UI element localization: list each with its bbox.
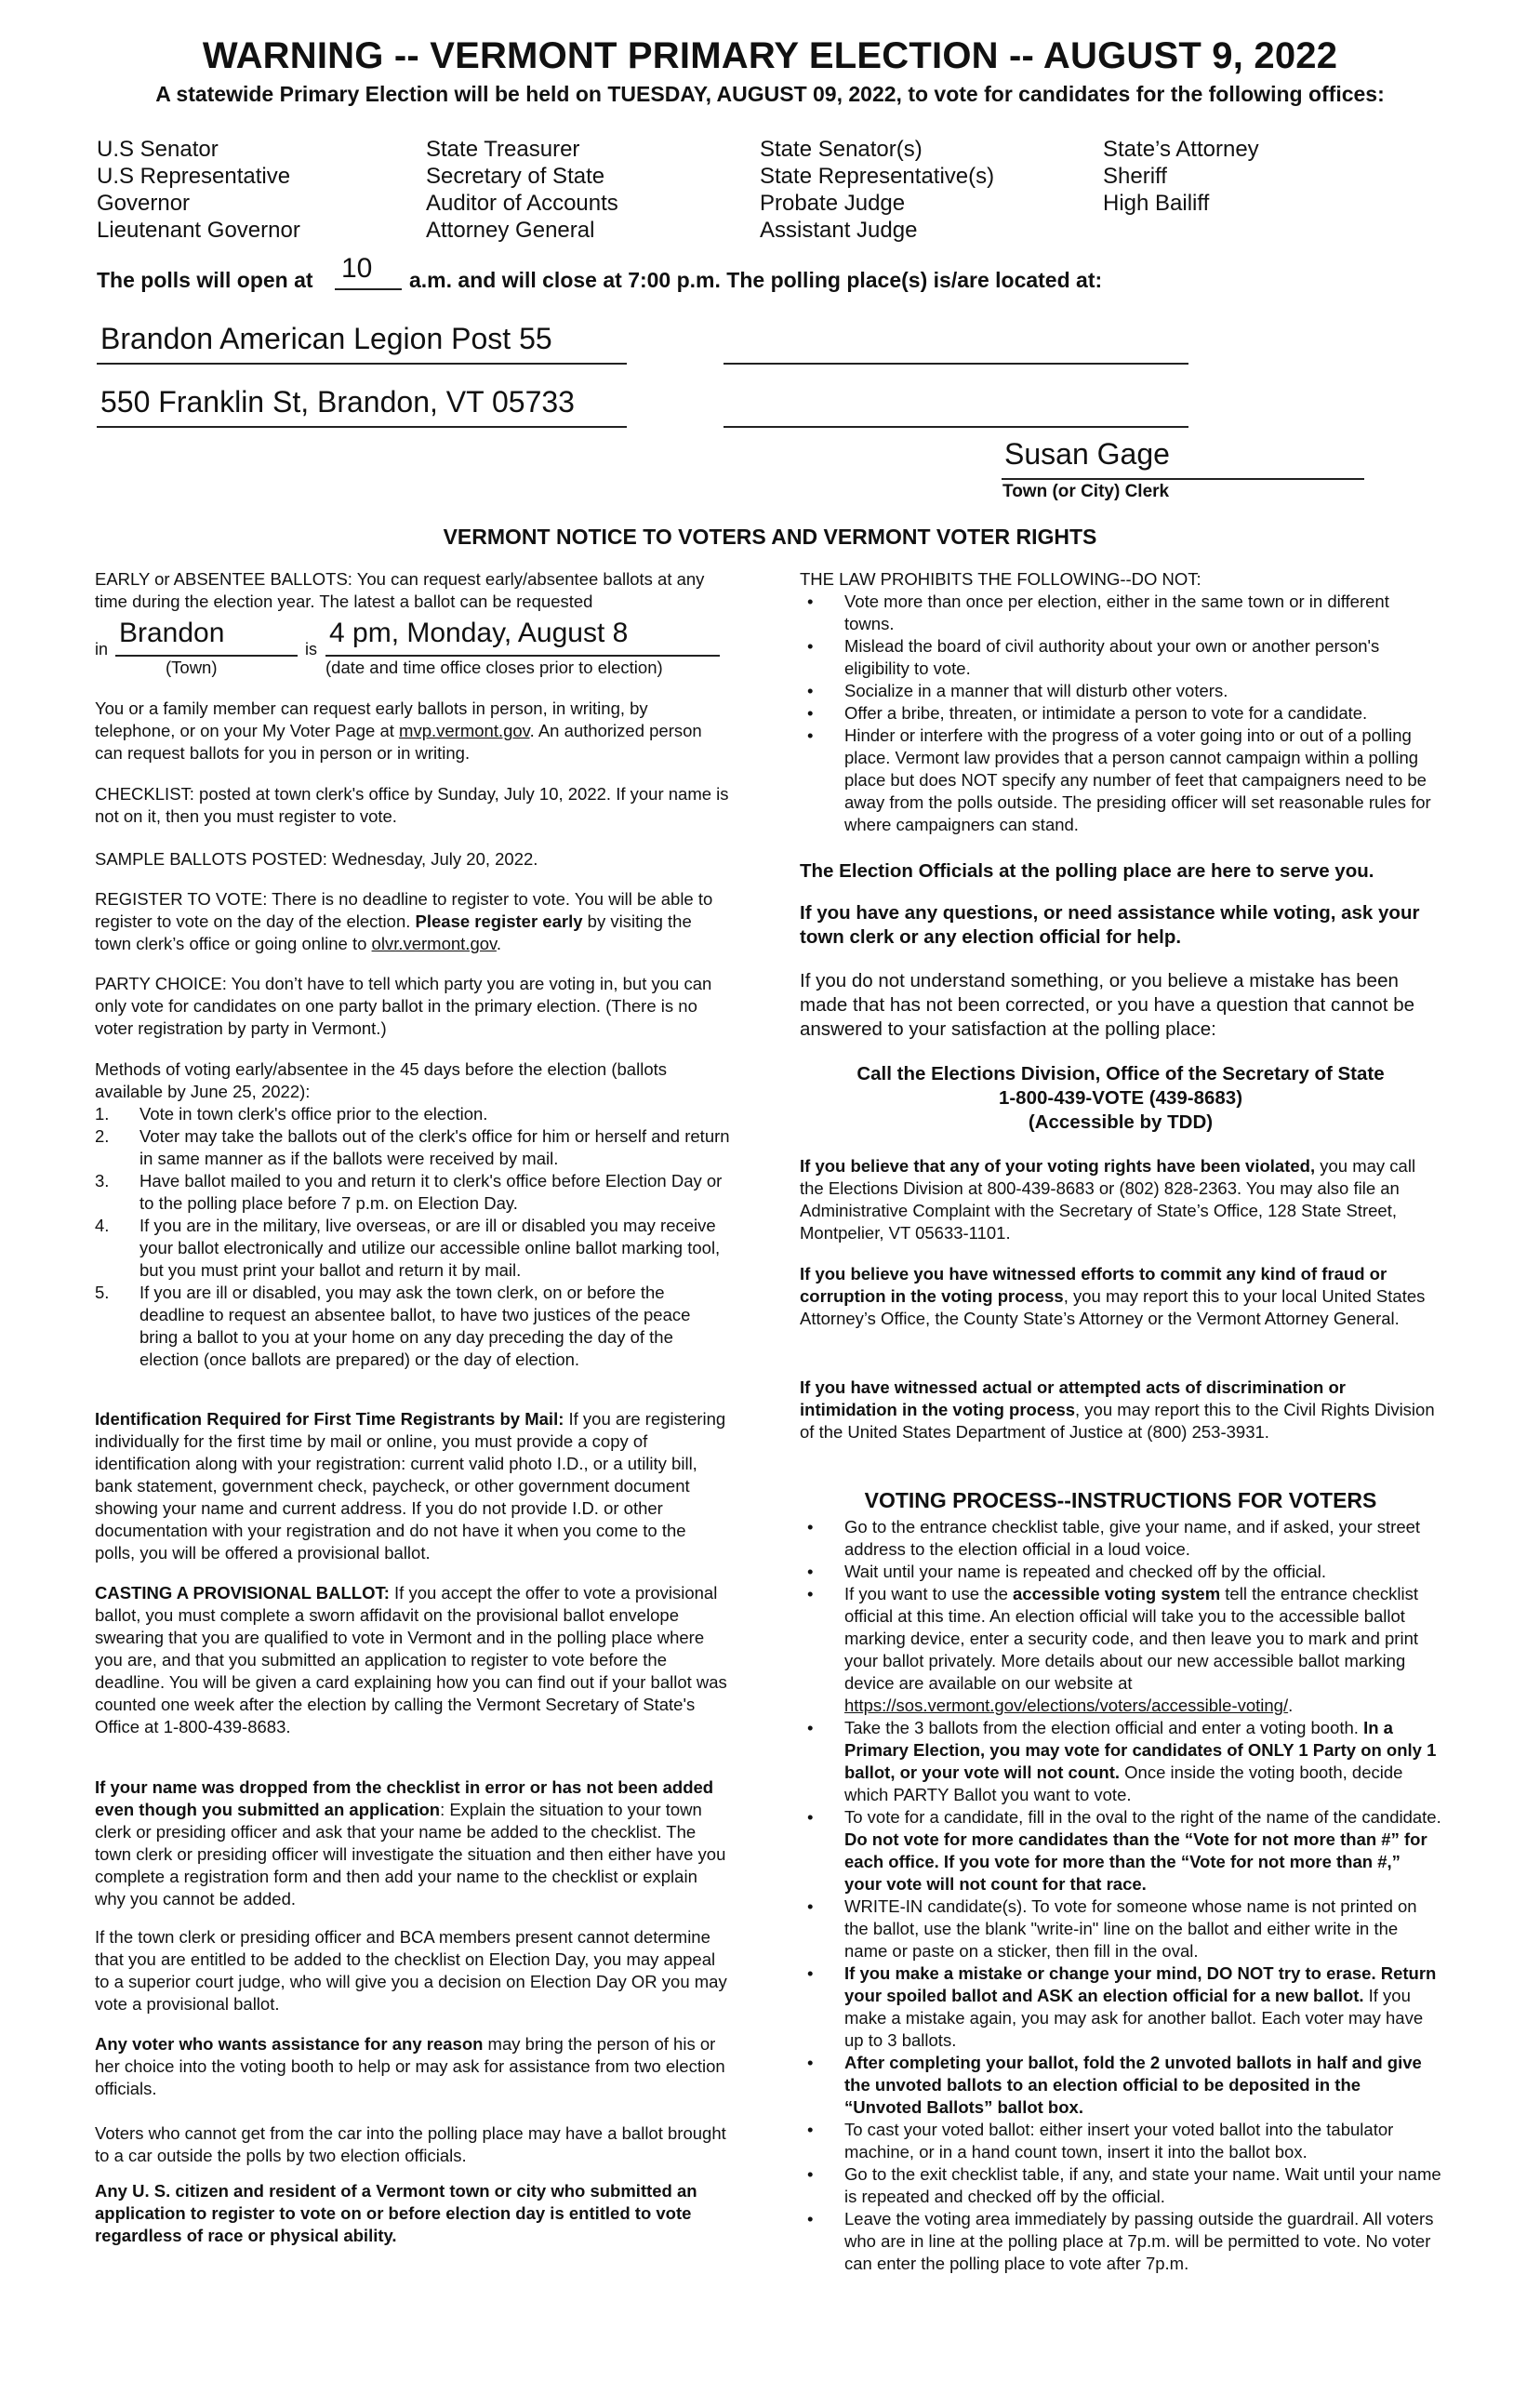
text-span: tell the entrance checklist official at this time. An election official will take you to the accessible ballot marking device, enter a security code, and then leave you to mark and print your ballot privately. More details about our new accessible ballot marking device are available on our website at [844,1584,1419,1693]
office-item: Governor [97,191,191,216]
provisional-ballot-paragraph [95,1582,730,1738]
list-number: 4. [95,1216,110,1235]
olvr-link[interactable]: olvr.vermont.gov [371,934,497,953]
text-span: If you want to use the [844,1584,1013,1603]
assistance-bold: Any voter who wants assistance for any reason [95,2034,484,2054]
contact-tdd: (Accessible by TDD) [1028,1111,1214,1133]
list-item [95,1282,730,1371]
list-item [95,1125,730,1170]
office-item: Lieutenant Governor [97,218,300,243]
office-item: State’s Attorney [1103,137,1259,162]
text-span: Once inside the voting booth, decide which PARTY Ballot you want to vote. [844,1762,1403,1804]
is-word: is [305,640,317,658]
list-text: Voter may take the ballots out of the clerk's office for him or herself and return in same manner as if the ballots were received by mail. [139,1126,730,1168]
list-item [800,1806,1441,1895]
office-item: State Treasurer [426,137,580,162]
list-number: 2. [95,1126,110,1146]
office-item: U.S Senator [97,137,219,162]
register-early-bold: Please register early [415,911,583,931]
office-item: Sheriff [1103,164,1167,189]
polls-open-post: a.m. and will close at 7:00 p.m. The polling place(s) is/are located at: [409,268,1103,292]
law-heading: THE LAW PROHIBITS THE FOLLOWING--DO NOT: [800,569,1201,589]
polling-place-address: 550 Franklin St, Brandon, VT 05733 [100,385,575,419]
unvoted-ballots-bold: After completing your ballot, fold the 2 unvoted ballots in half and give the unvoted ballots to an election official to be deposited in the “Unvoted Ballots” ballot box. [844,2053,1422,2117]
identification-bold: Identification Required for First Time Registrants by Mail: [95,1409,564,1429]
text-span: If you make a mistake again, you may ask for another ballot. Each voter may have up to 3 ballots. [844,1986,1424,2050]
office-column-4 [1103,136,1259,217]
office-item: High Bailiff [1103,191,1210,216]
register-paragraph [95,888,730,955]
deadline-value: 4 pm, Monday, August 8 [329,618,629,648]
early-ballots-request-paragraph [95,698,730,765]
methods-section [95,1058,730,1371]
rights-bold: If you believe that any of your voting rights have been violated, [800,1156,1316,1176]
car-paragraph: Voters who cannot get from the car into the polling place may have a ballot brought to a car outside the polls by two election officials. [95,2123,726,2165]
text-span: . An authorized person can request ballots for you in person or in writing. [95,721,702,763]
list-number: 3. [95,1171,110,1190]
identification-paragraph [95,1408,730,1564]
office-item: Probate Judge [760,191,906,216]
text-span: , you may report this to the Civil Rights Division of the United States Department of Justice at (800) 253-3931. [800,1400,1435,1442]
page-title: WARNING -- VERMONT PRIMARY ELECTION -- AUGUST 9, 2022 [202,35,1338,76]
voting-process-heading: VOTING PROCESS--INSTRUCTIONS FOR VOTERS [864,1488,1377,1512]
list-item: • Mislead the board of civil authority about your own or another person's eligibility to vote. [800,635,1441,680]
text-span: REGISTER TO VOTE: There is no deadline to register to vote. You will be able to register to vote on the day of the election. [95,889,713,931]
early-ballots-paragraph: EARLY or ABSENTEE BALLOTS: You can request early/absentee ballots at any time during the election year. The latest a ballot can be requested [95,569,705,611]
list-item [95,1103,730,1125]
polling-place-line-4 [724,387,1188,428]
text-span: If you accept the offer to vote a provisional ballot, you must complete a sworn affidavit on the provisional ballot envelope swearing that you are qualified to vote in Vermont and in the polling place where you are, and that you submitted an application to register to vote before the deadline. You will be given a card explaining how you can find out if your ballot was counted one week after the election by calling the Vermont Secretary of State's Office at 1-800-439-8683. [95,1583,727,1736]
list-text: Vote in town clerk's office prior to the election. [139,1104,488,1124]
list-item: • Vote more than once per election, either in the same town or in different towns. [800,591,1441,635]
text-span: Take the 3 ballots from the election official and enter a voting booth. [844,1718,1364,1737]
clerk-name: Susan Gage [1004,437,1170,471]
discrimination-bold: If you have witnessed actual or attempted acts of discrimination or intimidation in the voting process [800,1377,1346,1419]
understand-text: If you do not understand something, or you believe a mistake has been made that has not been corrected, or you have a question that cannot be answered to your satisfaction at the polling place: [800,970,1415,1040]
elections-division-contact [800,1062,1441,1135]
vote-limit-bold: Do not vote for more candidates than the “Vote for not more than #” for each office. If you vote for more than the “Vote for not more than #,” your vote will not count for that race. [844,1829,1427,1894]
office-column-3 [760,136,994,244]
methods-intro: Methods of voting early/absentee in the 45 days before the election (ballots available by June 25, 2022): [95,1059,667,1101]
list-item [800,1962,1441,2052]
mistake-bold: If you make a mistake or change your mind, DO NOT try to erase. Return your spoiled ballot and ASK an election official for a new ballot. [844,1963,1437,2005]
list-number: 1. [95,1104,110,1124]
dropped-bold: If your name was dropped from the checklist in error or has not been added even though you submitted an application [95,1777,714,1819]
accessible-system-bold: accessible voting system [1013,1584,1221,1603]
text-span: . [1288,1696,1294,1715]
office-item: Auditor of Accounts [426,191,618,216]
law-list [800,591,1441,836]
clerk-label: Town (or City) Clerk [1002,482,1170,501]
town-label: (Town) [166,658,218,677]
page-subtitle: A statewide Primary Election will be held on TUESDAY, AUGUST 09, 2022, to vote for candidates for the following offices: [155,82,1385,106]
voting-process-section [800,1516,1441,2275]
dropped-name-paragraph [95,1776,730,1910]
list-item: • WRITE-IN candidate(s). To vote for someone whose name is not printed on the ballot, use the blank "write-in" line on the ballot and either write in the name or paste on a sticker, then fill in the oval. [800,1895,1441,1962]
text-span: you may call the Elections Division at 800-439-8683 or (802) 828-2363. You may also file an Administrative Complaint with the Secretary of State’s Office, 128 State Street, Montpelier, VT 05633-1101. [800,1156,1416,1243]
list-item: • Go to the exit checklist table, if any, and state your name. Wait until your name is repeated and checked off by the official. [800,2163,1441,2208]
list-item: • Offer a bribe, threaten, or intimidate a person to vote for a candidate. [800,702,1441,725]
list-item: • Socialize in a manner that will disturb other voters. [800,680,1441,702]
list-item [800,1717,1441,1806]
office-item: State Representative(s) [760,164,995,189]
fraud-bold: If you believe you have witnessed efforts to commit any kind of fraud or corruption in the voting process [800,1264,1387,1306]
sample-ballots-paragraph: SAMPLE BALLOTS POSTED: Wednesday, July 20, 2022. [95,849,538,869]
rights-violated-paragraph [800,1155,1441,1244]
list-item: • To cast your voted ballot: either insert your voted ballot into the tabulator machine, or in a hand count town, insert it into the ballot box. [800,2119,1441,2163]
text-span: : Explain the situation to your town clerk or presiding officer and ask that your name be added to the checklist. The town clerk or presiding officer will investigate the situation and then either have you complete a registration form and then add your name to the checklist or explain why you cannot be added. [95,1800,726,1909]
contact-line: Call the Elections Division, Office of the Secretary of State [856,1063,1385,1084]
list-text: If you are in the military, live overseas, or are ill or disabled you may receive your ballot electronically and utilize our accessible online ballot marking tool, but you must print your ballot and return it by mail. [139,1216,721,1280]
list-text: If you are ill or disabled, you may ask the town clerk, on or before the deadline to request an absentee ballot, to have two justices of the peace bring a ballot to you at your home on any day preceding the day of the election (once ballots are prepared) or the day of election. [139,1283,691,1369]
text-span: . [496,934,502,953]
polls-open-pre: The polls will open at [97,268,313,292]
text-span: may bring the person of his or her choice into the voting booth to help or may ask for assistance from two election officials. [95,2034,725,2098]
officials-serve-text: The Election Officials at the polling place are here to serve you. [800,860,1374,882]
primary-rule-bold: In a Primary Election, you may vote for candidates of ONLY 1 Party on only 1 ballot, or your vote will not count. [844,1718,1437,1782]
polling-place-line-2 [724,324,1188,365]
list-item: • Hinder or interfere with the progress of a voter going into or out of a polling place. Vermont law provides that a person cannot campaign within a polling place but does NOT specify any number of feet that campaigners need to be away from the polls outside. The presiding officer will set reasonable rules for where campaigners can stand. [800,725,1441,836]
office-item: U.S Representative [97,164,291,189]
assistance-paragraph [95,2033,730,2100]
methods-list [95,1103,730,1371]
list-item: • Go to the entrance checklist table, give your name, and if asked, your street address to the election official in a loud voice. [800,1516,1441,1561]
contact-phone: 1-800-439-VOTE (439-8683) [998,1087,1243,1109]
list-number: 5. [95,1283,110,1302]
list-item [95,1170,730,1215]
law-section [800,568,1441,836]
office-column-1 [97,136,300,244]
text-span: by visiting the town clerk’s office or going online to [95,911,692,953]
discrimination-paragraph [800,1377,1441,1443]
list-item [800,1583,1441,1717]
list-item: • Leave the voting area immediately by passing outside the guardrail. All voters who are in line at the polling place at 7p.m. will be permitted to vote. No voter can enter the polling place to vote after 7p.m. [800,2208,1441,2275]
list-item [800,2052,1441,2119]
accessible-voting-link[interactable]: https://sos.vermont.gov/elections/voters/accessible-voting/ [844,1696,1289,1715]
office-column-2 [426,136,618,244]
polls-open-hour: 10 [341,253,373,284]
citizen-entitlement-paragraph: Any U. S. citizen and resident of a Vermont town or city who submitted an application to register to vote on or before election day is entitled to vote regardless of race or physical ability. [95,2181,697,2245]
notice-heading: VERMONT NOTICE TO VOTERS AND VERMONT VOTER RIGHTS [443,525,1097,549]
list-item [95,1215,730,1282]
polling-place-name: Brandon American Legion Post 55 [100,322,552,355]
office-item: Secretary of State [426,164,605,189]
office-item: Assistant Judge [760,218,918,243]
office-item: State Senator(s) [760,137,923,162]
text-span: If you are registering individually for the first time by mail or online, you must provide a copy of identification along with your registration: current valid photo I.D., or a utility bill, bank statement, government check, paycheck, or other government document showing your name and current address. If you do not provide I.D. or other documentation with your registration and do not have it when you come to the polls, you will be offered a provisional ballot. [95,1409,726,1563]
mvp-link[interactable]: mvp.vermont.gov [399,721,530,740]
deadline-label: (date and time office closes prior to election) [325,658,663,677]
party-choice-paragraph: PARTY CHOICE: You don’t have to tell which party you are voting in, but you can only vote for candidates on one party ballot in the primary election. (There is no voter registration by party in Vermont.) [95,974,712,1038]
list-text: Have ballot mailed to you and return it to clerk's office before Election Day or to the polling place before 7 p.m. on Election Day. [139,1171,723,1213]
in-word: in [95,640,109,658]
town-value: Brandon [119,618,225,648]
office-item: Attorney General [426,218,595,243]
questions-text: If you have any questions, or need assistance while voting, ask your town clerk or any election official for help. [800,902,1420,948]
text-span: You or a family member can request early ballots in person, in writing, by telephone, or on your My Voter Page at [95,698,648,740]
appeal-paragraph: If the town clerk or presiding officer and BCA members present cannot determine that you are entitled to be added to the checklist on Election Day, you may appeal to a superior court judge, who will give you a decision on Election Day OR you may vote a provisional ballot. [95,1927,727,2014]
provisional-bold: CASTING A PROVISIONAL BALLOT: [95,1583,390,1603]
text-span: , you may report this to your local United States Attorney’s Office, the County State’s Attorney or the Vermont Attorney General. [800,1286,1426,1328]
voting-process-list [800,1516,1441,2275]
fraud-paragraph [800,1263,1441,1330]
text-span: To vote for a candidate, fill in the oval to the right of the name of the candidate. [844,1807,1441,1827]
list-item: • Wait until your name is repeated and checked off by the official. [800,1561,1441,1583]
checklist-paragraph: CHECKLIST: posted at town clerk's office by Sunday, July 10, 2022. If your name is not on it, then you must register to vote. [95,784,729,826]
